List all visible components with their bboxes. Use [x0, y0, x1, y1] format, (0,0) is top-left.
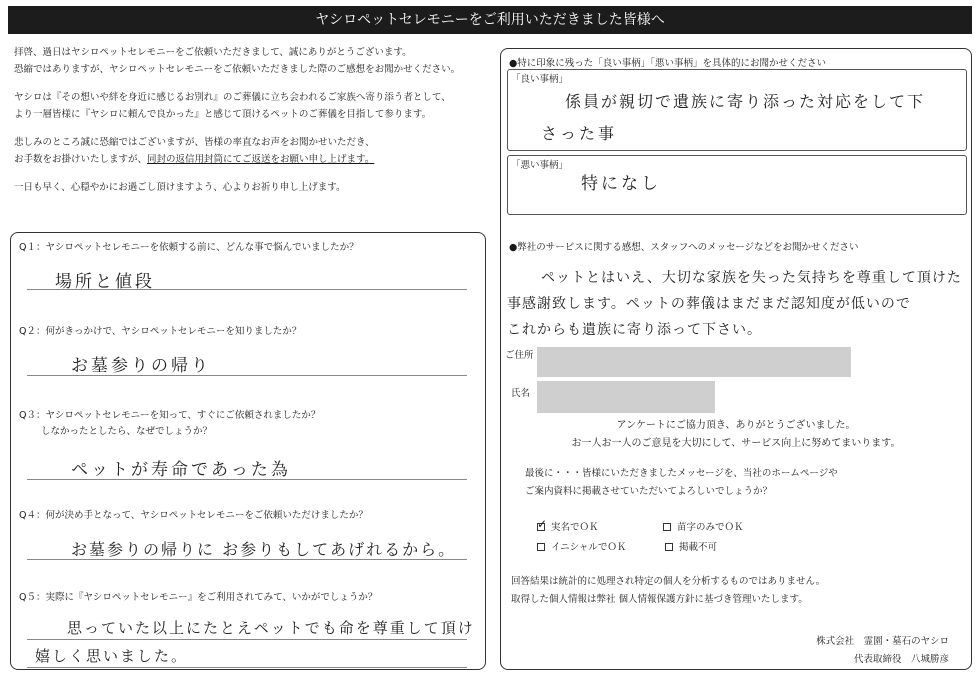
- name-redacted: [537, 381, 715, 413]
- q1-label: Q１：ヤシロペットセレモニーを依頼する前に、どんな事で悩んでいましたか？: [19, 242, 359, 253]
- option-label: 実名でＯＫ: [551, 522, 599, 533]
- company-name: 株式会社 霊園・墓石のヤシロ: [816, 636, 949, 647]
- checkbox-real-name[interactable]: [537, 517, 548, 531]
- page-title: ヤシロペットセレモニーをご利用いただきました皆様へ: [315, 12, 665, 28]
- q2-label: Q２：何がきっかけで、ヤシロペットセレモニーを知りましたか？: [19, 326, 302, 337]
- feedback-answer-3: これからも遺族に寄り添って下さい。: [507, 322, 762, 338]
- check-mark-icon: ✓: [537, 517, 548, 531]
- option-label: 掲載不可: [679, 542, 718, 553]
- checkbox-no-publish[interactable]: [665, 543, 673, 551]
- feedback-answer-2: 事感謝致します。ペットの葬儀はまだまだ認知度が低いので: [507, 296, 911, 312]
- answer-line: [27, 639, 467, 640]
- name-label: 氏名: [511, 388, 531, 399]
- q3-label-1: Q３：ヤシロペットセレモニーを知って、すぐにご依頼されましたか？: [19, 410, 321, 421]
- intro-text: [14, 44, 494, 207]
- feedback-panel: [500, 48, 972, 670]
- intro-line: 悲しみのところ誠に恐縮ではございますが、皆様の率直なお声をお聞かせいただき、: [14, 137, 375, 148]
- return-envelope-note: 同封の返信用封筒にてご返送をお願い申し上げます。: [147, 154, 375, 165]
- good-points-label: 「良い事柄」: [511, 74, 569, 85]
- intro-paragraph-3: [14, 134, 494, 168]
- q2-answer: お墓参りの帰り: [71, 356, 211, 376]
- q5-label: Q５：実際に『ヤシロペットセレモニー』をご利用されてみて、いかがでしょうか？: [19, 592, 378, 603]
- questions-panel: [10, 232, 486, 670]
- page-header: [8, 6, 972, 34]
- q3-label-2: しなかったとしたら、なぜでしょうか？: [41, 426, 213, 437]
- checkbox-initials[interactable]: [537, 543, 545, 551]
- option-label: イニシャルでＯＫ: [551, 542, 627, 553]
- q3-answer: ペットが寿命であった為: [71, 460, 291, 480]
- q4-answer: お墓参りの帰りに お参りもしてあげれるから。: [71, 540, 457, 559]
- intro-line: 一日も早く、心穏やかにお過ごし頂けますよう、心よりお祈り申し上げます。: [14, 182, 346, 193]
- intro-line: ヤシロは『その想いや絆を身近に感じるお別れ』のご葬儀に立ち会われるご家族へ寄り添う者として、: [14, 92, 451, 103]
- consent-option-initials[interactable]: [537, 539, 626, 553]
- answer-line: [27, 289, 467, 290]
- bad-points-answer: 特になし: [581, 174, 661, 194]
- answer-line: [27, 375, 467, 376]
- address-label: ご住所: [505, 350, 534, 361]
- answer-line: [27, 667, 467, 668]
- answer-line: [27, 559, 467, 560]
- feedback-heading: ●弊社のサービスに関する感想、スタッフへのメッセージなどをお聞かせください: [509, 242, 859, 253]
- good-points-answer-1: 係員が親切で遺族に寄り添った対応をして下: [565, 92, 926, 111]
- intro-paragraph-1: [14, 44, 494, 78]
- good-points-answer-2: さった事: [541, 124, 618, 143]
- q5-answer-line-2: 嬉しく思いました。: [35, 647, 189, 665]
- thanks-line-2: お一人お一人のご意見を大切にして、サービス向上に努めてまいります。: [571, 438, 901, 449]
- bad-points-label: 「悪い事柄」: [511, 160, 569, 171]
- intro-line: 拝啓、過日はヤシロペットセレモニーをご依頼いただきまして、誠にありがとうございます。: [14, 47, 412, 58]
- bad-points-box: [507, 155, 967, 215]
- privacy-line-1: 回答結果は統計的に処理され特定の個人を分析するものではありません。: [511, 576, 826, 587]
- intro-line: お手数をお掛けいたしますが、: [14, 154, 148, 165]
- privacy-line-2: 取得した個人情報は弊社 個人情報保護方針に基づき管理いたします。: [511, 594, 808, 605]
- q4-label: Q４：何が決め手となって、ヤシロペットセレモニーをご依頼いただけましたか？: [19, 510, 368, 521]
- address-redacted: [537, 347, 851, 377]
- intro-paragraph-2: [14, 89, 494, 123]
- intro-paragraph-4: [14, 179, 494, 196]
- consent-line-1: 最後に・・・皆様にいただきましたメッセージを、当社のホームページや: [525, 468, 838, 479]
- consent-option-surname-only[interactable]: [663, 519, 744, 533]
- q5-answer-line-1: 思っていた以上にたとえペットでも命を尊重して頂け: [67, 619, 475, 637]
- checkbox-surname-only[interactable]: [663, 523, 671, 531]
- feedback-answer-1: ペットとはいえ、大切な家族を失った気持ちを尊重して頂けた: [541, 270, 962, 286]
- consent-option-no-publish[interactable]: [665, 539, 717, 553]
- consent-option-real-name[interactable]: [537, 519, 599, 533]
- intro-line: 恐縮ではありますが、ヤシロペットセレモニーをご依頼いただきました際のご感想をお聞かせください。: [14, 64, 461, 75]
- answer-line: [27, 479, 467, 480]
- impressions-heading: ●特に印象に残った「良い事柄」「悪い事柄」を具体的にお聞かせください: [509, 58, 827, 69]
- ceo-name: 代表取締役 八城勝彦: [853, 654, 949, 665]
- q1-answer: 場所と値段: [55, 272, 155, 292]
- option-label: 苗字のみでＯＫ: [677, 522, 744, 533]
- thanks-line-1: アンケートにご協力頂き、ありがとうございました。: [616, 420, 856, 431]
- consent-line-2: ご案内資料に掲載させていただいてよろしいでしょうか？: [525, 486, 773, 497]
- intro-line: より一層皆様に『ヤシロに頼んで良かった』と感じて頂けるペットのご葬儀を目指して参ります。: [14, 109, 432, 120]
